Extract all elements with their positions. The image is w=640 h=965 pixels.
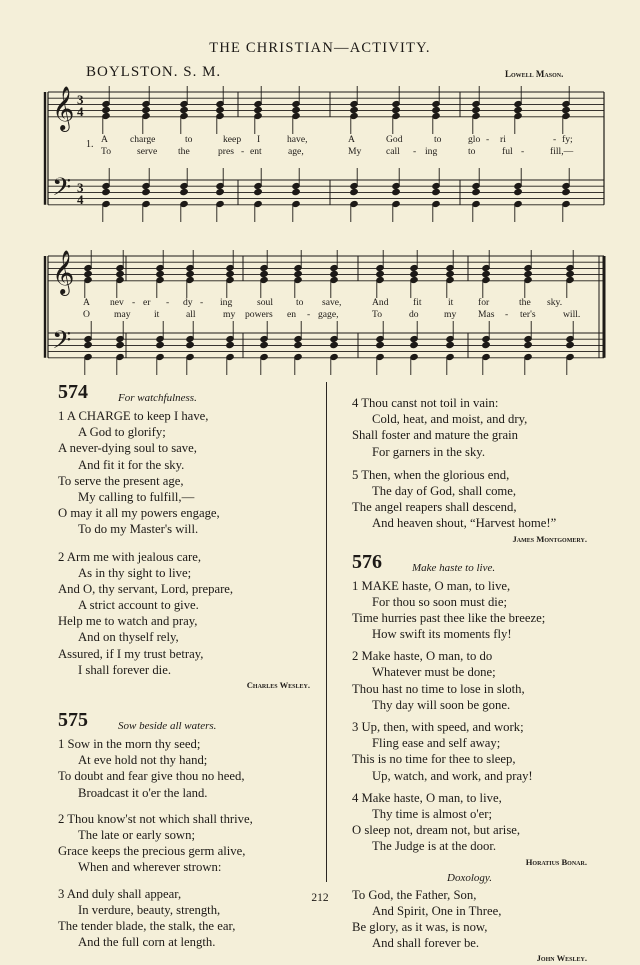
note-head: [566, 341, 574, 348]
note-head: [472, 188, 480, 195]
note-head: [254, 106, 262, 113]
note-head: [446, 270, 454, 277]
hymn-subtitle: Sow beside all waters.: [118, 720, 217, 732]
note-head: [524, 341, 532, 348]
note-head: [482, 270, 490, 277]
stanza-line: 4 Thou canst not toil in vain:: [352, 396, 499, 410]
spacer: [58, 692, 310, 712]
lyric-syllable: I: [257, 134, 261, 145]
stanza-line: And on thyself rely,: [78, 630, 179, 645]
note-head: [216, 188, 224, 195]
lyric-syllable: A: [101, 134, 108, 145]
stanza-line: I shall forever die.: [78, 662, 172, 677]
lyric-syllable: ter's: [520, 309, 536, 320]
lyric-line-4: [0, 309, 640, 321]
time-sig-bottom: 4: [77, 104, 84, 119]
lyric-syllable: to: [185, 134, 193, 145]
lyric-syllable: er: [143, 297, 151, 308]
lyric-line-2: [0, 146, 640, 158]
hymn-number: 575: [58, 709, 88, 731]
hymn-number: 576: [352, 550, 382, 573]
note-head: [376, 341, 384, 348]
note-head: [350, 106, 358, 113]
time-sig-top: 3: [77, 180, 84, 195]
note-head: [116, 270, 124, 277]
stanza-line: The late or early sown;: [78, 827, 195, 842]
stanza-line: Time hurries past thee like the breeze;: [352, 610, 546, 625]
stanza-line: Assured, if I my trust betray,: [58, 646, 204, 661]
stanza-line: The tender blade, the stalk, the ear,: [58, 918, 236, 933]
stanza-line: At eve hold not thy hand;: [78, 753, 208, 768]
lyric-line-1: [0, 134, 640, 146]
note-head: [186, 270, 194, 277]
stanza-line: 1 A CHARGE to keep I have,: [58, 409, 209, 423]
stanza-line: 1 MAKE haste, O man, to live,: [352, 578, 511, 593]
lyric-syllable: -: [132, 297, 136, 308]
lyric-syllable: all: [186, 309, 196, 320]
author-credit: John Wesley.: [536, 953, 587, 964]
stanza-line: When and wherever strown:: [78, 860, 222, 875]
stanza-line: To serve the present age,: [58, 473, 184, 488]
treble-clef: 𝄞: [52, 250, 75, 294]
lyric-syllable: -: [307, 309, 311, 320]
stanza-line: The Judge is at the door.: [372, 839, 497, 854]
author-credit: Horatius Bonar.: [525, 856, 587, 867]
stanza-line: O may it all my powers engage,: [58, 506, 220, 521]
stanza-line: 2 Thou know'st not which shall thrive,: [58, 811, 253, 826]
stanza-line: To do my Master's will.: [78, 522, 199, 537]
note-head: [260, 341, 268, 348]
stanza-line: The day of God, shall come,: [372, 483, 517, 498]
time-sig-top: 3: [77, 92, 84, 107]
note-head: [226, 270, 234, 277]
hymn-heading: [58, 709, 310, 736]
lyric-syllable: call: [386, 146, 400, 157]
note-head: [566, 270, 574, 277]
lyric-syllable: glo: [468, 134, 481, 145]
lyric-syllable: -: [413, 146, 417, 157]
stanza-line: As in thy sight to live;: [78, 565, 192, 580]
note-head: [392, 106, 400, 113]
stanza-line: And fit it for the sky.: [78, 457, 185, 472]
note-head: [292, 188, 300, 195]
stanza-line: How swift its moments fly!: [372, 627, 512, 642]
lyric-syllable: to: [296, 297, 304, 308]
lyric-line-3: [0, 297, 640, 309]
hymn-heading: [352, 550, 587, 578]
composer-credit: Lowell Mason.: [505, 69, 564, 79]
stanza-line: Shall foster and mature the grain: [352, 428, 518, 443]
stanza-line: Broadcast it o'er the land.: [78, 785, 208, 800]
note-head: [330, 270, 338, 277]
note-head: [156, 270, 164, 277]
lyric-syllable: -: [486, 134, 490, 145]
bass-clef: 𝄢: [52, 173, 72, 208]
lyric-syllable: gage,: [318, 309, 339, 320]
lyric-syllable: it: [154, 309, 160, 320]
note-head: [216, 106, 224, 113]
note-head: [102, 106, 110, 113]
lyric-syllable: A: [83, 297, 90, 308]
note-head: [84, 270, 92, 277]
note-head: [350, 188, 358, 195]
note-head: [294, 270, 302, 277]
doxology-title: Doxology.: [447, 871, 492, 884]
stanza-line: 3 And duly shall appear,: [58, 886, 182, 901]
note-head: [330, 341, 338, 348]
lyric-syllable: age,: [288, 146, 304, 157]
lyric-syllable: And: [372, 297, 389, 308]
stanza-line: Fling ease and self away;: [372, 736, 501, 751]
verse-number: 1.: [86, 139, 94, 150]
lyric-syllable: Mas: [478, 309, 495, 320]
tune-name: BOYLSTON. S. M.: [86, 64, 222, 80]
left-column: [58, 381, 310, 950]
section-title: THE CHRISTIAN—ACTIVITY.: [209, 40, 431, 56]
stanza-line: A God to glorify;: [78, 425, 166, 440]
note-head: [102, 188, 110, 195]
lyric-syllable: have,: [287, 134, 308, 145]
note-head: [472, 106, 480, 113]
lyric-syllable: fit: [413, 297, 422, 308]
stanza-line: A never-dying soul to save,: [58, 441, 197, 456]
stanza-line: A strict account to give.: [78, 598, 199, 613]
stanza-line: This is no time for thee to sleep,: [352, 752, 516, 767]
right-column: [352, 395, 587, 965]
time-sig-bottom: 4: [77, 192, 84, 207]
note-head: [432, 188, 440, 195]
note-head: [376, 270, 384, 277]
lyric-syllable: fill,—: [550, 146, 574, 157]
lyric-syllable: -: [166, 297, 170, 308]
note-head: [446, 341, 454, 348]
note-head: [254, 188, 262, 195]
stanza-line: 4 Make haste, O man, to live,: [352, 790, 502, 805]
stanza-line: For garners in the sky.: [372, 444, 485, 459]
note-head: [180, 106, 188, 113]
lyric-syllable: -: [521, 146, 525, 157]
spacer: [352, 546, 587, 554]
stanza-line: Thy day will soon be gone.: [372, 697, 511, 712]
stanza-line: Cold, heat, and moist, and dry,: [372, 412, 528, 427]
lyric-syllable: the: [519, 297, 531, 308]
note-head: [524, 270, 532, 277]
lyric-syllable: O: [83, 309, 90, 320]
note-head: [116, 341, 124, 348]
lyric-syllable: en: [287, 309, 297, 320]
stanza-line: Help me to watch and pray,: [58, 614, 198, 629]
stanza-line: Thy time is almost o'er;: [372, 806, 492, 821]
stanza-line: In verdure, beauty, strength,: [78, 902, 221, 917]
lyric-syllable: may: [114, 309, 131, 320]
hymn-subtitle: Make haste to live.: [412, 561, 496, 574]
lyric-syllable: the: [178, 146, 190, 157]
lyric-syllable: to: [434, 134, 442, 145]
doxology-line: Be glory, as it was, is now,: [352, 919, 488, 934]
note-head: [180, 188, 188, 195]
lyric-syllable: ful: [502, 146, 513, 157]
hymn-subtitle: For watchfulness.: [118, 392, 197, 404]
lyric-syllable: powers: [245, 309, 273, 320]
lyric-syllable: save,: [322, 297, 342, 308]
lyric-syllable: soul: [257, 297, 273, 308]
note-head: [156, 341, 164, 348]
stanza-line: To doubt and fear give thou no heed,: [58, 769, 245, 784]
lyric-syllable: -: [553, 134, 557, 145]
stanza-line: The angel reapers shall descend,: [352, 500, 517, 515]
lyric-syllable: keep: [223, 134, 242, 145]
lyric-syllable: ent: [250, 146, 262, 157]
page-number: 212: [311, 892, 329, 904]
spacer: [58, 801, 310, 811]
note-head: [514, 188, 522, 195]
lyric-syllable: my: [223, 309, 236, 320]
lyric-syllable: God: [386, 134, 403, 145]
lyric-syllable: ri: [500, 134, 506, 145]
note-head: [142, 188, 150, 195]
lyric-syllable: pres: [218, 146, 234, 157]
lyric-syllable: my: [444, 309, 457, 320]
note-head: [294, 341, 302, 348]
bass-clef: 𝄢: [52, 326, 72, 361]
note-head: [562, 106, 570, 113]
stanza-line: 2 Make haste, O man, to do: [352, 649, 493, 664]
lyric-syllable: will.: [563, 309, 581, 320]
stanza-line: 5 Then, when the glorious end,: [352, 467, 510, 482]
stanza-line: 3 Up, then, with speed, and work;: [352, 720, 524, 734]
stanza-line: 2 Arm me with jealous care,: [58, 549, 202, 564]
doxology-line: And shall forever be.: [372, 936, 480, 951]
note-head: [84, 341, 92, 348]
lyric-syllable: serve: [137, 146, 158, 157]
stanza-line: Grace keeps the precious germ alive,: [58, 844, 246, 859]
stanza-line: For thou so soon must die;: [372, 594, 507, 609]
lyric-syllable: for: [478, 297, 490, 308]
note-head: [432, 106, 440, 113]
note-head: [410, 270, 418, 277]
lyric-syllable: -: [241, 146, 245, 157]
lyric-syllable: A: [348, 134, 355, 145]
lyric-syllable: fy;: [562, 134, 573, 145]
column-divider: [326, 382, 327, 882]
stanza-line: Thou hast no time to lose in sloth,: [352, 681, 525, 696]
lyric-syllable: charge: [130, 134, 156, 145]
spacer: [58, 538, 310, 549]
lyric-syllable: dy: [183, 297, 193, 308]
lyric-syllable: ing: [220, 297, 233, 308]
note-head: [186, 341, 194, 348]
doxology-line: And Spirit, One in Three,: [372, 903, 502, 918]
note-head: [226, 341, 234, 348]
lyric-syllable: -: [505, 309, 509, 320]
note-head: [410, 341, 418, 348]
lyric-syllable: it: [448, 297, 454, 308]
author-credit: Charles Wesley.: [246, 680, 310, 690]
doxology-line: To God, the Father, Son,: [352, 887, 477, 902]
lyric-syllable: sky.: [547, 297, 563, 308]
stanza-line: O sleep not, dream not, but arise,: [352, 823, 521, 838]
lyric-syllable: -: [200, 297, 204, 308]
treble-clef: 𝄞: [52, 86, 75, 130]
lyric-syllable: To: [101, 146, 111, 157]
note-head: [260, 270, 268, 277]
lyric-syllable: do: [409, 309, 419, 320]
spacer: [58, 876, 310, 886]
stanza-line: 1 Sow in the morn thy seed;: [58, 737, 201, 751]
note-head: [392, 188, 400, 195]
stanza-line: Up, watch, and work, and pray!: [372, 768, 533, 783]
lyric-syllable: To: [372, 309, 382, 320]
author-credit: James Montgomery.: [512, 533, 587, 544]
hymn-number: 574: [58, 381, 88, 403]
spacer: [352, 460, 587, 467]
stanza-line: And heaven shout, “Harvest home!”: [372, 516, 557, 531]
note-head: [142, 106, 150, 113]
note-head: [562, 188, 570, 195]
lyric-syllable: My: [348, 146, 362, 157]
note-head: [292, 106, 300, 113]
stanza-line: And the full corn at length.: [78, 935, 216, 950]
stanza-line: And O, thy servant, Lord, prepare,: [58, 581, 234, 596]
note-head: [482, 341, 490, 348]
lyric-syllable: nev: [110, 297, 124, 308]
stanza-line: Whatever must be done;: [372, 665, 496, 680]
hymn-heading: [58, 381, 310, 408]
lyric-syllable: ing: [425, 146, 438, 157]
lyric-syllable: to: [468, 146, 476, 157]
note-head: [514, 106, 522, 113]
stanza-line: My calling to fulfill,—: [78, 489, 195, 504]
